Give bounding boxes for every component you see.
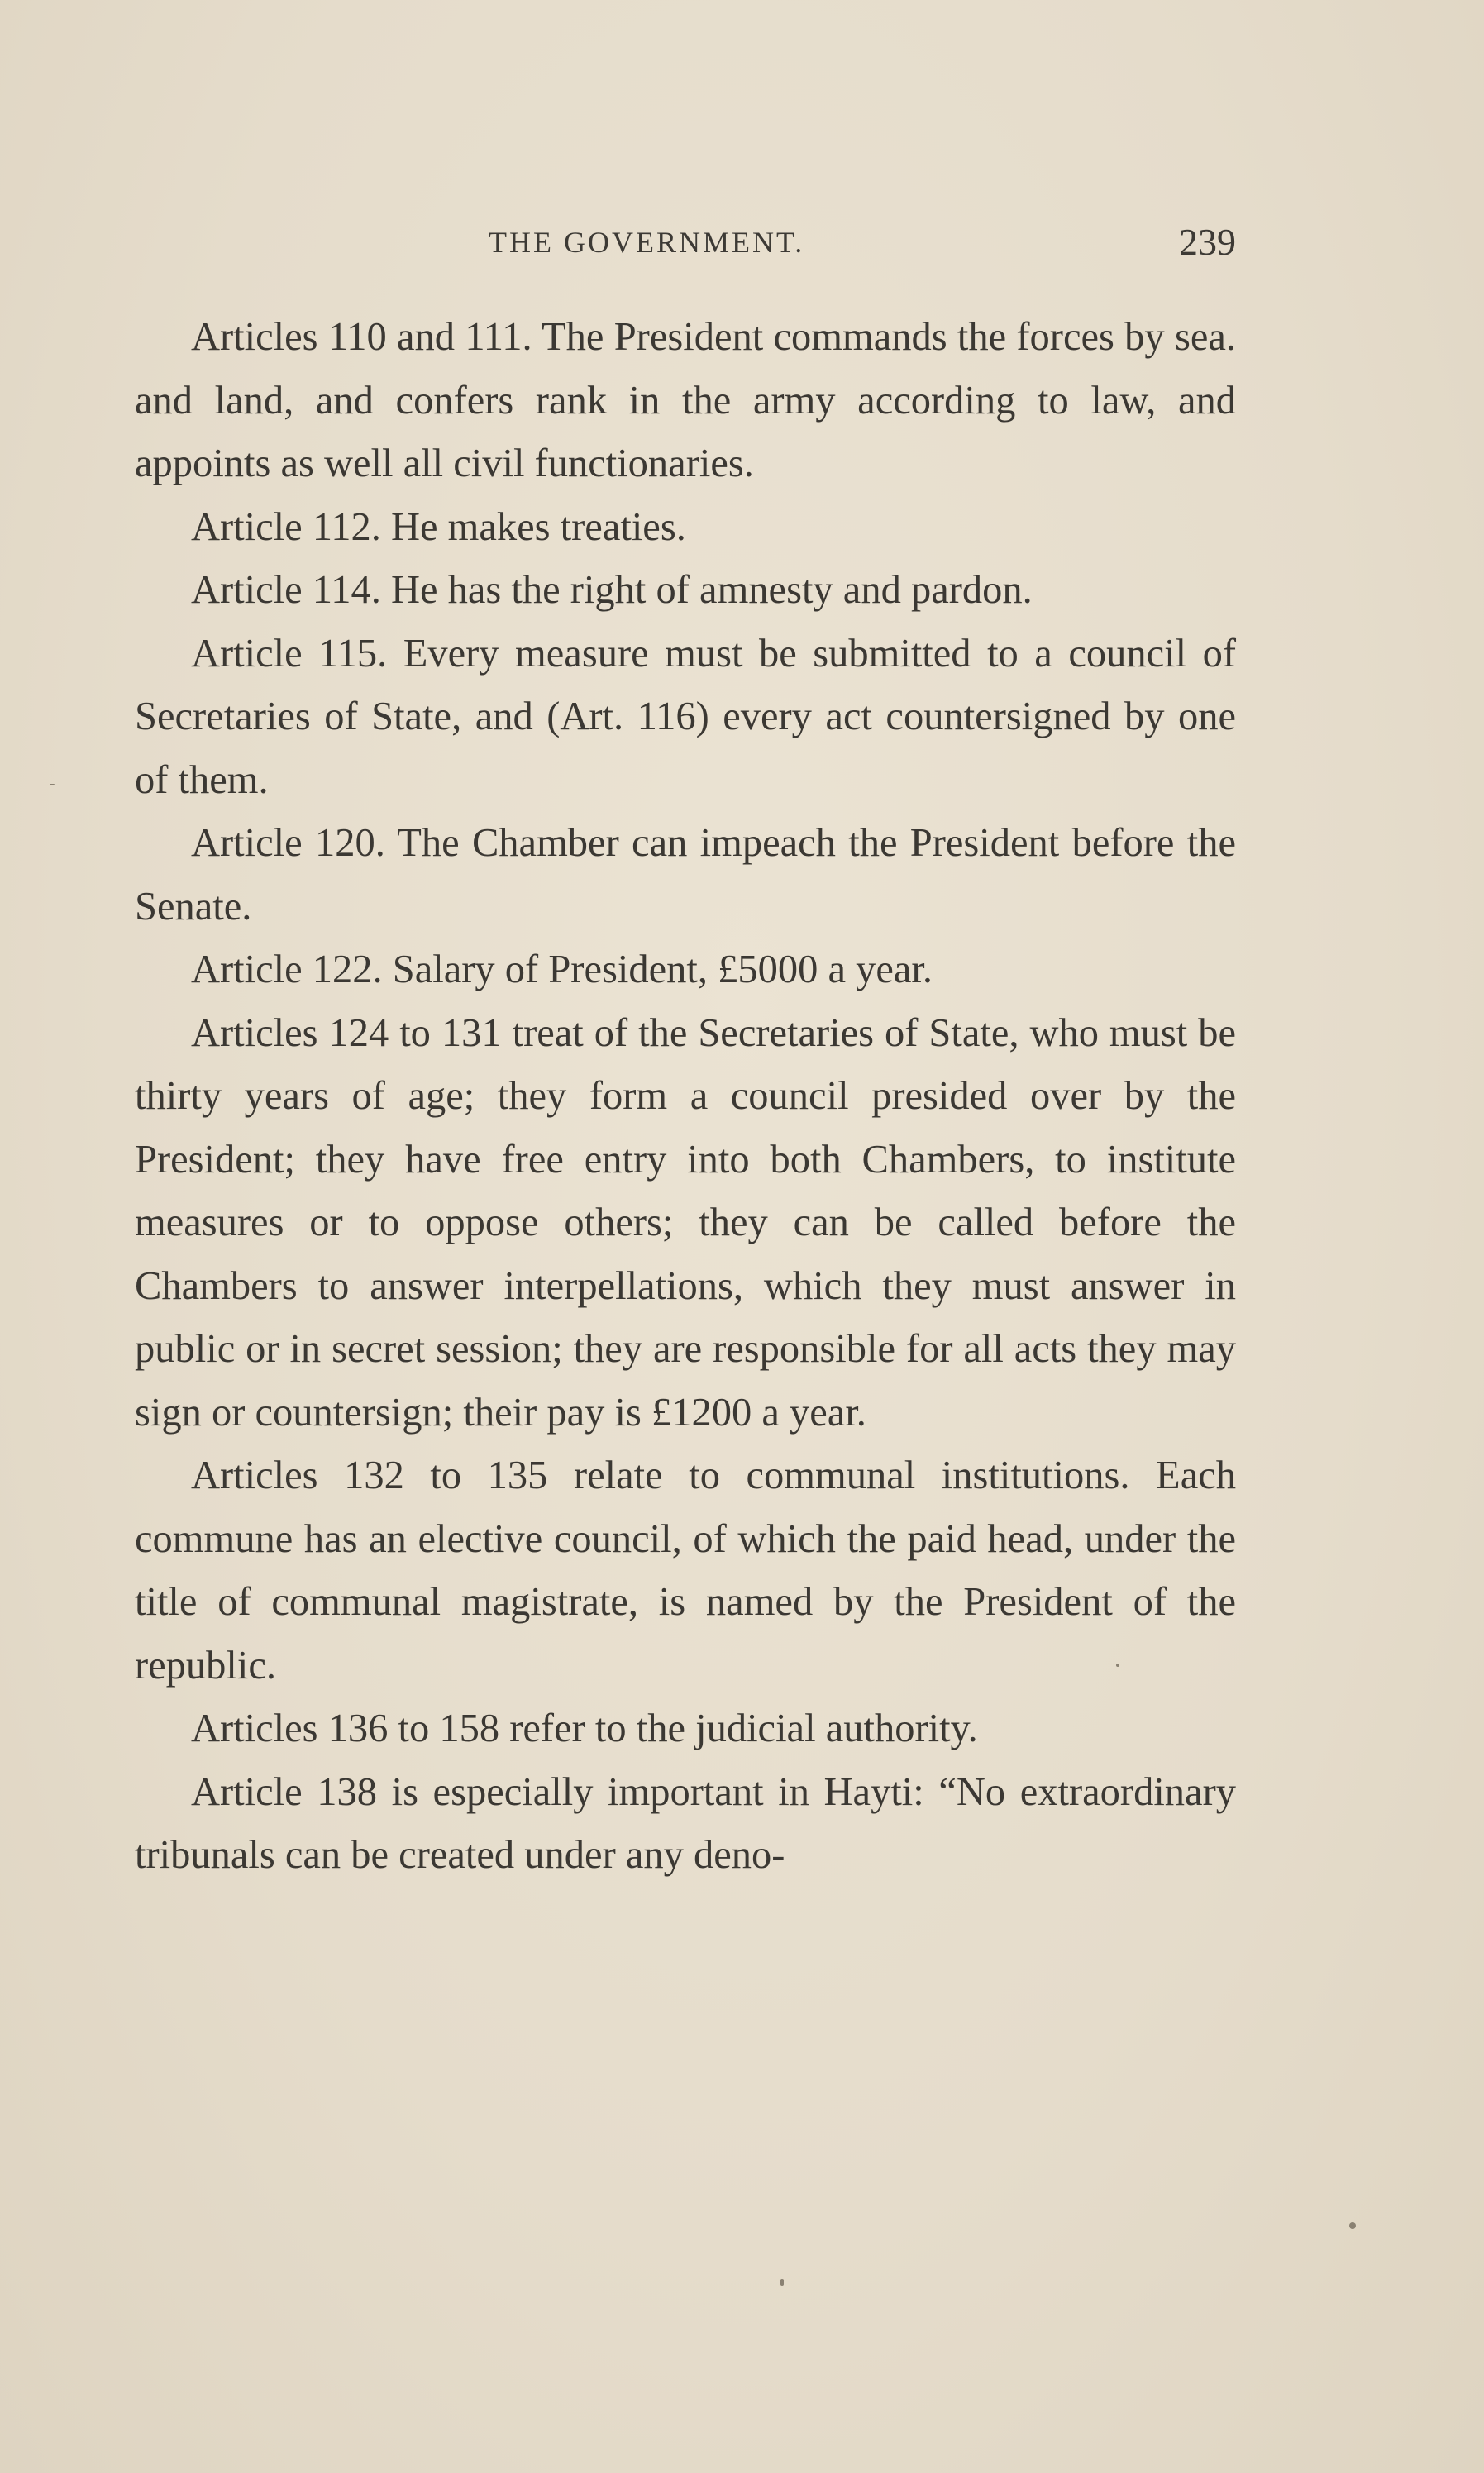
paper-speck: [50, 784, 55, 785]
paragraph-article-115: Article 115. Every measure must be submitted to a council of Secretaries of State, and (Art. 116) every act countersigned by one of them.: [135, 631, 1236, 802]
running-title: THE GOVERNMENT.: [489, 226, 805, 259]
paragraph-article-120: Article 120. The Chamber can impeach the President before the Senate.: [135, 821, 1236, 929]
page-number: 239: [1179, 221, 1236, 263]
paragraph-articles-132-135: Articles 132 to 135 relate to communal institutions. Each commune has an elective council, of which the paid head, under the title of communal magistrate, is named by the President of the republic.: [135, 1454, 1236, 1688]
paper-speck: [1116, 1664, 1119, 1667]
paragraph-articles-136-158: Articles 136 to 158 refer to the judicial authority.: [191, 1707, 978, 1750]
paragraph-article-122: Article 122. Salary of President, £5000 a year.: [191, 948, 933, 991]
paragraph-article-114: Article 114. He has the right of amnesty and pardon.: [191, 568, 1033, 612]
paper-speck: [1349, 2222, 1356, 2229]
paragraph-articles-124-131: Articles 124 to 131 treat of the Secretaries of State, who must be thirty years of age; they form a council presided over by the President; they have free entry into both Chambers, to institute measures or to oppose others; they can be called before the Chambers to answer interpellations, which they must answer in public or in secret session; they are responsible for all acts they may sign or countersign; their pay is £1200 a year.: [135, 1010, 1236, 1435]
paragraph-article-112: Article 112. He makes treaties.: [191, 504, 686, 549]
paragraph-article-138: Article 138 is especially important in Hayti: “No extraordinary tribunals can be created under any deno-: [135, 1769, 1236, 1877]
paragraph-articles-110-111: Articles 110 and 111. The President commands the forces by sea. and land, and confers rank in the army according to law, and appoints as well all civil functionaries.: [135, 315, 1236, 485]
paper-speck: [780, 2279, 784, 2286]
body-text: [135, 306, 1236, 1888]
page-header: [135, 221, 1236, 275]
